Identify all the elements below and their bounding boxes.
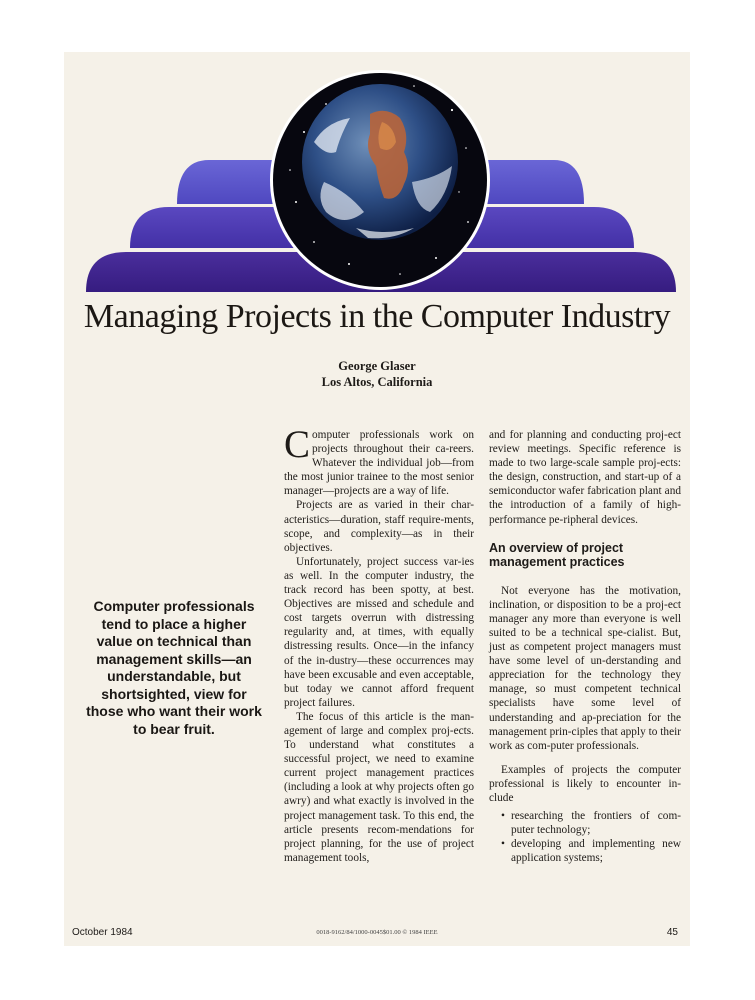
author-location: Los Altos, California xyxy=(321,375,433,389)
page-number: 45 xyxy=(666,927,678,938)
paragraph: Computer professionals work on projects throughout their ca-reers. Whatever the individual job—from the most junior trainee to the most senior manager—projects are a way of life. xyxy=(284,423,474,498)
byline xyxy=(64,358,690,390)
author-name: George Glaser xyxy=(338,359,416,373)
earth-banner-illustration xyxy=(64,52,690,302)
drop-cap: C xyxy=(284,423,311,466)
paragraph: Projects are as varied in their char-acteristics—duration, staff require-ments, scope, and complexity—as in their objectives. xyxy=(284,499,474,554)
footer-copyright: 0018-9162/84/1000-0045$01.00 © 1984 IEEE xyxy=(316,929,438,936)
text-column-2 xyxy=(489,428,681,865)
bullet-item: • researching the frontiers of com-puter technology; xyxy=(489,809,681,837)
footer-date: October 1984 xyxy=(72,927,133,938)
text-column-1 xyxy=(284,423,474,865)
article-title: Managing Projects in the Computer Industry xyxy=(83,298,671,335)
bullet-list xyxy=(489,809,681,865)
section-heading: An overview of project management practices xyxy=(489,540,625,570)
bullet-item: • developing and implementing new application systems; xyxy=(489,837,681,865)
journal-page xyxy=(64,52,690,946)
paragraph: The focus of this article is the man-agement of large and complex proj-ects. To understand what constitutes a successful project, we need to examine current project management practices (including a look at why projects often go awry) and what exactly is involved in the project management task. To this end, the article presents recom-mendations for project planning, for the use of project management tools, xyxy=(284,710,474,864)
paragraph: and for planning and conducting proj-ect review meetings. Specific reference is made to two large-scale sample proj-ects: the design, construction, and start-up of a semiconductor wafer fabrication plant and the introduction of a family of high-performance pe-ripheral devices. xyxy=(489,429,681,526)
pull-quote: Computer professionals tend to place a higher value on technical than management skills—an understandable, but shortsighted, view for those who want their work to bear fruit. xyxy=(86,598,262,737)
paragraph: Examples of projects the computer professional is likely to encounter in-clude xyxy=(489,763,681,804)
paragraph: Unfortunately, project success var-ies as well. In the computer industry, the track record has been spotty, at best. Objectives are missed and schedule and cost targets overrun with distressing regularity and, at times, with equally distressing results. Once—in the infancy of the in-dustry—these occurrences may have been excusable and even acceptable, but today we cannot afford frequent project failures. xyxy=(284,555,474,709)
paragraph: Not everyone has the motivation, inclination, or disposition to be a proj-ect manager any more than everyone is well suited to be a technical spe-cialist. But, just as competent project managers must have some level of un-derstanding and appreciation for the technology they manage, so must competent technical specialists have some level of understanding and ap-preciation for the management prin-ciples that apply to their work as com-puter professionals. xyxy=(489,584,681,752)
